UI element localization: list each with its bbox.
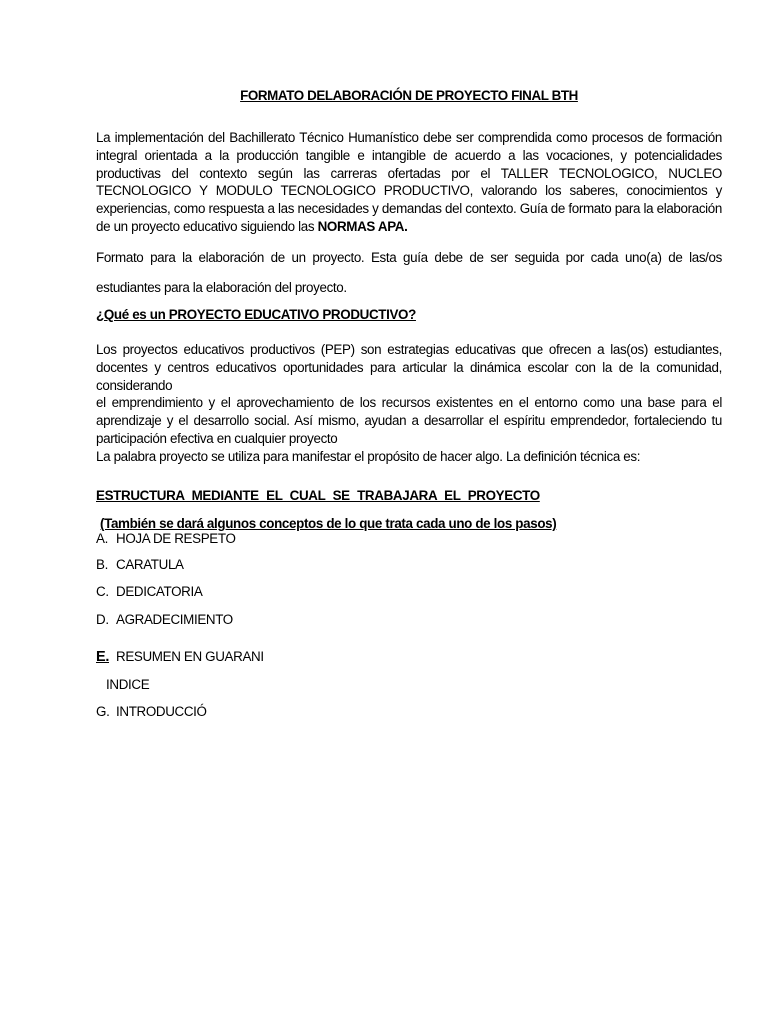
list-item (96, 648, 264, 667)
format-paragraph: Formato para la elaboración de un proyecto. Esta guía debe de ser seguida por cada uno(a) de las/os estudiantes para la elaboración del proyecto. (96, 250, 722, 295)
pep-line-2: el emprendimiento y el aprovechamiento de los recursos existentes en el entorno como una base para el aprendizaje y el desarrollo social. Así mismo, ayudan a desarrollar el espíritu emprendedor, fortaleciendo tu participación efectiva en cualquier proyecto (96, 395, 722, 446)
list-item-letter: D. (96, 612, 109, 627)
list-item-letter: B. (96, 557, 108, 572)
intro-bold-text: NORMAS APA. (317, 218, 408, 234)
list-item-label: INDICE (106, 677, 150, 692)
intro-text: La implementación del Bachillerato Técnico Humanístico debe ser comprendida como procesos de formación integral orientada a la producción tangible e intangible de acuerdo a las vocaciones, y potencialidades productivas del contexto según las carreras ofertadas por el TALLER TECNOLOGICO, NUCLEO TECNOLOGICO Y MODULO TECNOLOGICO PRODUCTIVO, valorando los saberes, conocimientos y experiencias, como respuesta a las necesidades y demandas del contexto. Guía de formato para la elaboración de un proyecto educativo siguiendo las (96, 130, 722, 234)
document-title: FORMATO DELABORACIÓN DE PROYECTO FINAL BTH (240, 88, 578, 103)
list-item-label: INTRODUCCIÓ (116, 704, 207, 719)
pep-line-1: Los proyectos educativos productivos (PEP) son estrategias educativas que ofrecen a las(os) estudiantes, docentes y centros educativos oportunidades para articular la dinámica escolar con la de la comunidad, considerando (96, 342, 722, 393)
structure-heading: ESTRUCTURA MEDIANTE EL CUAL SE TRABAJARA EL PROYECTO (96, 488, 540, 503)
list-item (106, 676, 149, 694)
list-item-letter: G. (96, 704, 110, 719)
list-item-label: RESUMEN EN GUARANI (116, 649, 264, 664)
list-item (96, 556, 184, 574)
pep-line-3: La palabra proyecto se utiliza para manifestar el propósito de hacer algo. La definición técnica es: (96, 448, 641, 464)
structure-subheading: (También se dará algunos conceptos de lo que trata cada uno de los pasos) (100, 516, 557, 531)
list-item-letter: A. (96, 531, 108, 546)
list-item-label: CARATULA (116, 557, 184, 572)
list-item-label: AGRADECIMIENTO (116, 612, 233, 627)
list-item (96, 530, 236, 548)
list-item (96, 583, 202, 601)
list-item-label: DEDICATORIA (116, 584, 203, 599)
list-item-letter: C. (96, 584, 109, 599)
intro-paragraph (96, 129, 722, 236)
pep-heading: ¿Qué es un PROYECTO EDUCATIVO PRODUCTIVO? (96, 307, 416, 322)
list-item-letter: E. (96, 649, 109, 665)
list-item (96, 611, 233, 629)
list-item (96, 703, 207, 721)
list-item-label: HOJA DE RESPETO (116, 531, 236, 546)
pep-paragraph (96, 341, 722, 466)
